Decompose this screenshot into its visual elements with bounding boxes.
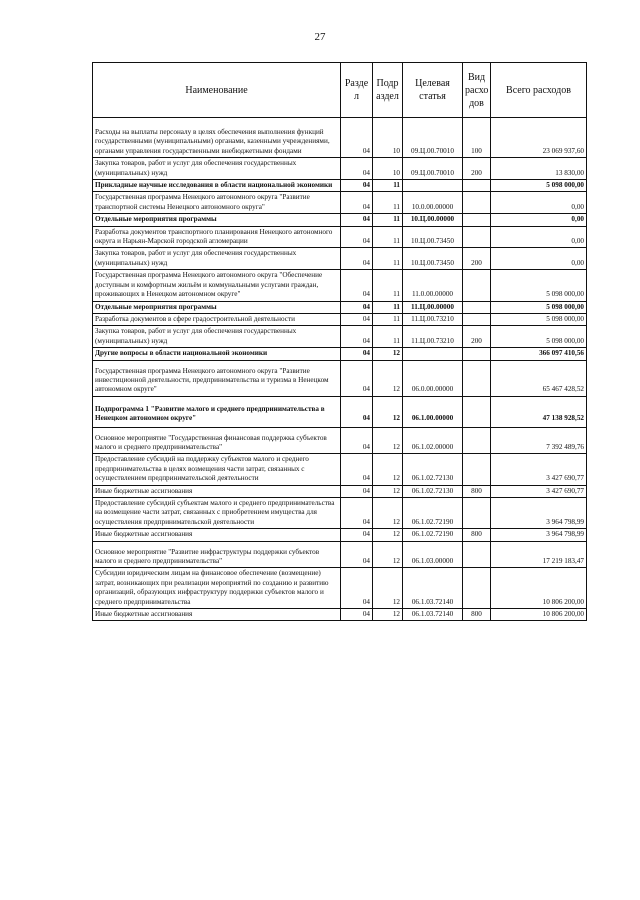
row-kind <box>463 301 491 313</box>
row-total: 65 467 428,52 <box>491 360 587 396</box>
row-section: 04 <box>341 313 373 325</box>
row-name: Подпрограмма 1 "Развитие малого и среднего предпринимательства в Ненецком автономном округе" <box>93 396 341 427</box>
row-name: Государственная программа Ненецкого автономного округа "Развитие инвестиционной деятельности, предпринимательства и туризма в Ненецком автономном округе" <box>93 360 341 396</box>
row-section: 04 <box>341 609 373 621</box>
row-article: 11.Ц.00.73210 <box>403 313 463 325</box>
row-article: 06.1.03.00000 <box>403 541 463 568</box>
table-row <box>93 396 587 427</box>
row-name: Иные бюджетные ассигнования <box>93 529 341 541</box>
row-name: Субсидии юридическим лицам на финансовое обеспечение (возмещение) затрат, возникающих при реализации мероприятий по созданию и развитию организаций, образующих инфраструктуру поддержки субъектов малого и среднего предпринимательства <box>93 568 341 609</box>
row-section: 04 <box>341 498 373 529</box>
row-section: 04 <box>341 301 373 313</box>
row-kind: 800 <box>463 529 491 541</box>
row-name: Расходы на выплаты персоналу в целях обеспечения выполнения функций государственными (муниципальными) органами, казенными учреждениями, органами управления государственными внебюджетными фондами <box>93 118 341 158</box>
row-kind <box>463 396 491 427</box>
row-section: 04 <box>341 485 373 497</box>
row-total: 10 806 200,00 <box>491 609 587 621</box>
table-row <box>93 568 587 609</box>
table-body <box>93 118 587 621</box>
row-article: 06.1.00.00000 <box>403 396 463 427</box>
table-row <box>93 226 587 248</box>
row-total: 10 806 200,00 <box>491 568 587 609</box>
row-total: 5 098 000,00 <box>491 301 587 313</box>
row-kind <box>463 454 491 485</box>
row-section: 04 <box>341 326 373 348</box>
row-article: 10.Ц.00.00000 <box>403 214 463 226</box>
row-section: 04 <box>341 158 373 180</box>
table-row <box>93 118 587 158</box>
table-row <box>93 248 587 270</box>
row-section: 04 <box>341 180 373 192</box>
row-name: Отдельные мероприятия программы <box>93 301 341 313</box>
table-row <box>93 326 587 348</box>
header-subsection: Подр аздел <box>373 63 403 118</box>
row-total: 23 069 937,60 <box>491 118 587 158</box>
row-section: 04 <box>341 270 373 301</box>
row-name: Закупка товаров, работ и услуг для обеспечения государственных (муниципальных) нужд <box>93 326 341 348</box>
row-article: 10.Ц.00.73450 <box>403 248 463 270</box>
row-subsection: 11 <box>373 313 403 325</box>
row-total: 3 427 690,77 <box>491 485 587 497</box>
row-section: 04 <box>341 192 373 214</box>
row-article: 06.1.02.00000 <box>403 427 463 454</box>
row-total: 5 098 000,00 <box>491 180 587 192</box>
table-row <box>93 529 587 541</box>
table-row <box>93 180 587 192</box>
row-kind <box>463 360 491 396</box>
row-subsection: 11 <box>373 192 403 214</box>
row-total: 5 098 000,00 <box>491 326 587 348</box>
row-kind <box>463 180 491 192</box>
row-name: Предоставление субсидий на поддержку субъектов малого и среднего предпринимательства в целях возмещения части затрат, связанных с осуществлением предпринимательской деятельности <box>93 454 341 485</box>
row-kind: 200 <box>463 248 491 270</box>
row-subsection: 10 <box>373 118 403 158</box>
row-name: Иные бюджетные ассигнования <box>93 609 341 621</box>
row-subsection: 12 <box>373 529 403 541</box>
row-article: 06.1.02.72130 <box>403 454 463 485</box>
row-total: 0,00 <box>491 248 587 270</box>
row-section: 04 <box>341 396 373 427</box>
row-article: 09.Ц.00.70010 <box>403 118 463 158</box>
table-row <box>93 541 587 568</box>
row-kind: 100 <box>463 118 491 158</box>
table-header-row <box>93 63 587 118</box>
page-number: 27 <box>314 31 326 43</box>
row-subsection: 10 <box>373 158 403 180</box>
table-row <box>93 192 587 214</box>
row-subsection: 12 <box>373 454 403 485</box>
table-row <box>93 348 587 360</box>
row-subsection: 11 <box>373 214 403 226</box>
row-name: Прикладные научные исследования в области национальной экономики <box>93 180 341 192</box>
row-kind <box>463 498 491 529</box>
row-section: 04 <box>341 568 373 609</box>
row-name: Основное мероприятие "Государственная финансовая поддержка субъектов малого и среднего предпринимательства" <box>93 427 341 454</box>
row-subsection: 11 <box>373 270 403 301</box>
row-name: Иные бюджетные ассигнования <box>93 485 341 497</box>
table-row <box>93 301 587 313</box>
row-article <box>403 348 463 360</box>
row-subsection: 12 <box>373 498 403 529</box>
row-article: 09.Ц.00.70010 <box>403 158 463 180</box>
row-subsection: 12 <box>373 541 403 568</box>
table-row <box>93 270 587 301</box>
row-total: 3 964 798,99 <box>491 529 587 541</box>
table-row <box>93 454 587 485</box>
row-subsection: 11 <box>373 301 403 313</box>
row-article: 06.1.02.72130 <box>403 485 463 497</box>
row-name: Разработка документов транспортного планирования Ненецкого автономного округа и Нарьян-Марской городской агломерации <box>93 226 341 248</box>
table-row <box>93 158 587 180</box>
table-row <box>93 313 587 325</box>
table-row <box>93 427 587 454</box>
row-kind: 800 <box>463 485 491 497</box>
row-subsection: 11 <box>373 248 403 270</box>
row-article: 06.1.02.72190 <box>403 529 463 541</box>
row-kind: 200 <box>463 326 491 348</box>
row-kind <box>463 192 491 214</box>
row-subsection: 11 <box>373 226 403 248</box>
row-section: 04 <box>341 248 373 270</box>
row-kind <box>463 226 491 248</box>
table-row <box>93 485 587 497</box>
row-name: Отдельные мероприятия программы <box>93 214 341 226</box>
row-section: 04 <box>341 529 373 541</box>
header-section: Разде л <box>341 63 373 118</box>
row-kind <box>463 214 491 226</box>
row-subsection: 11 <box>373 180 403 192</box>
row-article: 06.0.00.00000 <box>403 360 463 396</box>
row-subsection: 12 <box>373 427 403 454</box>
row-total: 5 098 000,00 <box>491 313 587 325</box>
row-kind <box>463 427 491 454</box>
table-row <box>93 609 587 621</box>
row-subsection: 12 <box>373 360 403 396</box>
row-total: 0,00 <box>491 226 587 248</box>
header-article: Целевая статья <box>403 63 463 118</box>
row-name: Государственная программа Ненецкого автономного округа "Обеспечение доступным и комфортным жильём и коммунальными услугами граждан, проживающих в Ненецком автономном округе" <box>93 270 341 301</box>
row-article: 11.0.00.00000 <box>403 270 463 301</box>
row-total: 7 392 489,76 <box>491 427 587 454</box>
row-section: 04 <box>341 427 373 454</box>
row-name: Другие вопросы в области национальной экономики <box>93 348 341 360</box>
row-kind <box>463 568 491 609</box>
row-subsection: 11 <box>373 326 403 348</box>
row-name: Закупка товаров, работ и услуг для обеспечения государственных (муниципальных) нужд <box>93 158 341 180</box>
row-total: 5 098 000,00 <box>491 270 587 301</box>
row-article: 10.0.00.00000 <box>403 192 463 214</box>
table-row <box>93 498 587 529</box>
row-total: 0,00 <box>491 214 587 226</box>
header-kind: Вид расхо дов <box>463 63 491 118</box>
row-name: Разработка документов в сфере градостроительной деятельности <box>93 313 341 325</box>
row-total: 0,00 <box>491 192 587 214</box>
row-section: 04 <box>341 226 373 248</box>
row-name: Закупка товаров, работ и услуг для обеспечения государственных (муниципальных) нужд <box>93 248 341 270</box>
row-subsection: 12 <box>373 609 403 621</box>
table-row <box>93 360 587 396</box>
row-total: 366 097 410,56 <box>491 348 587 360</box>
row-subsection: 12 <box>373 568 403 609</box>
row-subsection: 12 <box>373 348 403 360</box>
row-section: 04 <box>341 360 373 396</box>
row-section: 04 <box>341 454 373 485</box>
row-name: Государственная программа Ненецкого автономного округа "Развитие транспортной системы Ненецкого автономного округа" <box>93 192 341 214</box>
row-section: 04 <box>341 214 373 226</box>
row-kind: 800 <box>463 609 491 621</box>
header-name: Наименование <box>93 63 341 118</box>
row-subsection: 12 <box>373 485 403 497</box>
row-kind <box>463 541 491 568</box>
row-name: Основное мероприятие "Развитие инфраструктуры поддержки субъектов малого и среднего предпринимательства" <box>93 541 341 568</box>
row-total: 17 219 183,47 <box>491 541 587 568</box>
row-section: 04 <box>341 348 373 360</box>
row-article: 11.Ц.00.00000 <box>403 301 463 313</box>
row-name: Предоставление субсидий субъектам малого и среднего предпринимательства на возмещение части затрат, связанных с приобретением имущества для осуществления предпринимательской деятельности <box>93 498 341 529</box>
row-kind <box>463 348 491 360</box>
table-row <box>93 214 587 226</box>
row-article: 10.Ц.00.73450 <box>403 226 463 248</box>
row-article: 06.1.03.72140 <box>403 568 463 609</box>
row-total: 47 138 928,52 <box>491 396 587 427</box>
row-kind <box>463 270 491 301</box>
row-article: 06.1.02.72190 <box>403 498 463 529</box>
row-total: 3 964 798,99 <box>491 498 587 529</box>
row-article: 06.1.03.72140 <box>403 609 463 621</box>
row-subsection: 12 <box>373 396 403 427</box>
row-section: 04 <box>341 118 373 158</box>
budget-table <box>92 62 587 621</box>
row-total: 13 830,00 <box>491 158 587 180</box>
row-total: 3 427 690,77 <box>491 454 587 485</box>
header-total: Всего расходов <box>491 63 587 118</box>
row-article: 11.Ц.00.73210 <box>403 326 463 348</box>
row-kind <box>463 313 491 325</box>
row-article <box>403 180 463 192</box>
row-kind: 200 <box>463 158 491 180</box>
row-section: 04 <box>341 541 373 568</box>
